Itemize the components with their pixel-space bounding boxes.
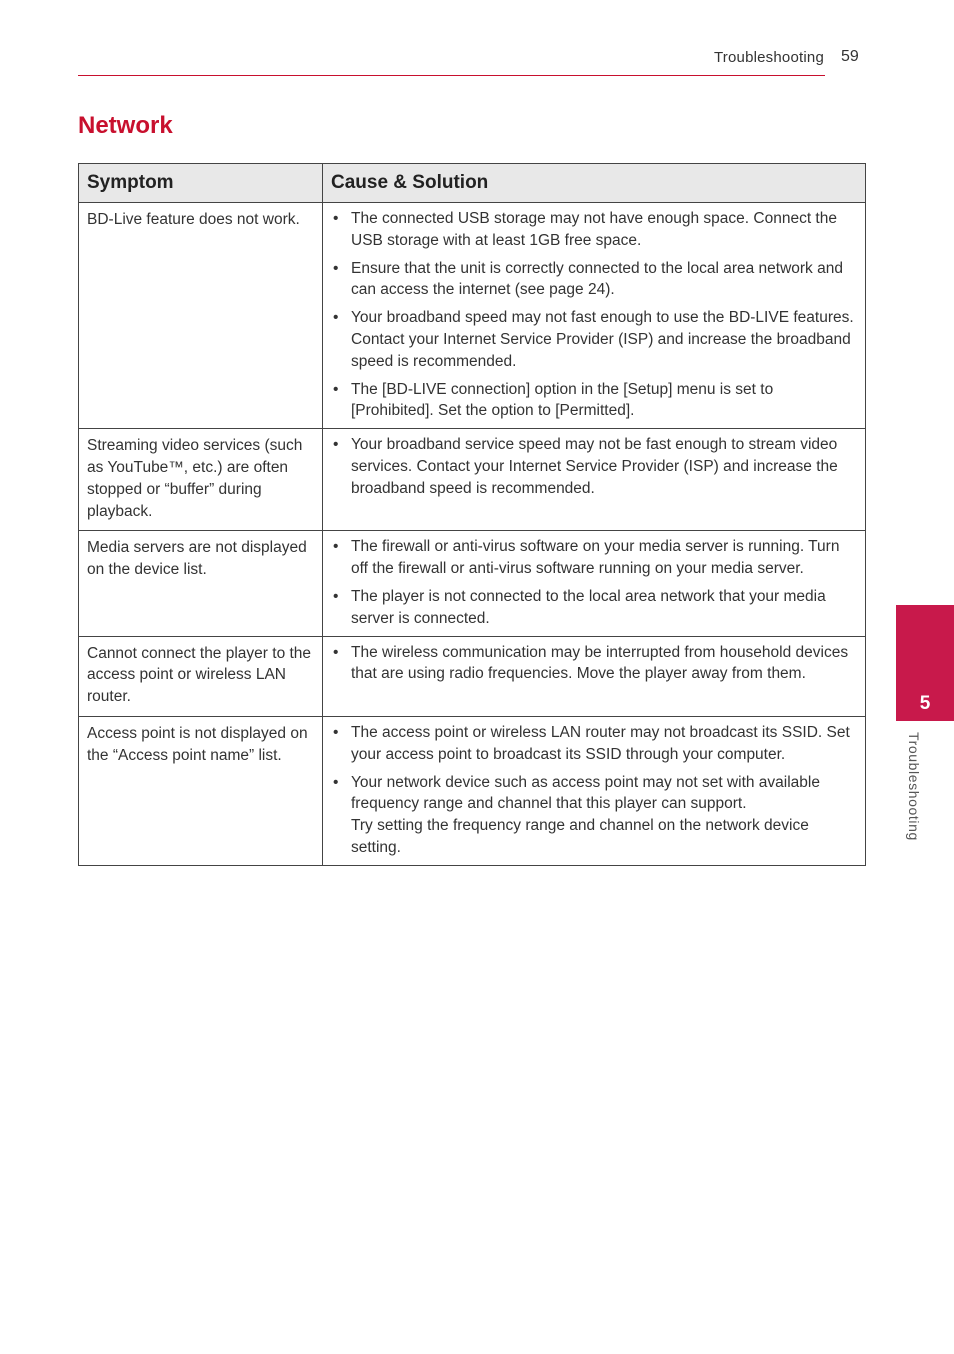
bullet-icon: • xyxy=(333,436,339,454)
table-row xyxy=(79,531,866,636)
table-row xyxy=(79,429,866,531)
symptom-cell: Streaming video services (such as YouTube™, etc.) are often stopped or “buffer” during playback. xyxy=(79,429,323,531)
solution-text: The [BD-LIVE connection] option in the [Setup] menu is set to [Prohibited]. Set the option to [Permitted]. xyxy=(351,380,774,420)
table-header-row xyxy=(79,164,866,203)
solution-list xyxy=(331,208,857,422)
solution-text: Ensure that the unit is correctly connected to the local area network and can access the internet (see page 24). xyxy=(351,259,843,299)
bullet-icon: • xyxy=(333,723,339,741)
chapter-tab xyxy=(896,605,954,721)
solution-list xyxy=(331,642,857,686)
solution-text: The wireless communication may be interrupted from household devices that are using radio frequencies. Move the player away from them. xyxy=(351,643,849,683)
column-header-symptom: Symptom xyxy=(79,164,323,203)
bullet-icon: • xyxy=(333,309,339,327)
symptom-cell: Cannot connect the player to the access point or wireless LAN router. xyxy=(79,636,323,716)
symptom-cell: BD-Live feature does not work. xyxy=(79,203,323,429)
bullet-icon: • xyxy=(333,587,339,605)
solution-item xyxy=(331,642,857,686)
troubleshooting-table xyxy=(78,163,866,866)
solution-item xyxy=(331,307,857,372)
cause-cell xyxy=(323,429,866,531)
solution-item xyxy=(331,379,857,423)
table-row xyxy=(79,716,866,865)
solution-item xyxy=(331,258,857,302)
bullet-icon: • xyxy=(333,380,339,398)
solution-item xyxy=(331,434,857,499)
cause-cell xyxy=(323,636,866,716)
solution-text: Your broadband speed may not fast enough to use the BD-LIVE features. Contact your Internet Service Provider (ISP) and increase the broadband speed is recommended. xyxy=(351,309,854,370)
header-rule xyxy=(78,75,825,76)
page-number: 59 xyxy=(841,48,859,65)
cause-cell xyxy=(323,531,866,636)
column-header-cause: Cause & Solution xyxy=(323,164,866,203)
solution-item xyxy=(331,586,857,630)
solution-item xyxy=(331,722,857,766)
bullet-icon: • xyxy=(333,643,339,661)
chapter-number: 5 xyxy=(919,693,931,714)
running-header-section: Troubleshooting xyxy=(713,49,824,66)
solution-text: The access point or wireless LAN router may not broadcast its SSID. Set your access point to broadcast its SSID through your computer. xyxy=(351,723,850,763)
cause-cell xyxy=(323,716,866,865)
solution-list xyxy=(331,434,857,499)
chapter-label: Troubleshooting xyxy=(906,732,922,841)
solution-text: The player is not connected to the local area network that your media server is connected. xyxy=(351,587,826,627)
bullet-icon: • xyxy=(333,210,339,227)
bullet-icon: • xyxy=(333,773,339,791)
solution-text: The firewall or anti-virus software on your media server is running. Turn off the firewall or anti-virus software running on your media server. xyxy=(351,538,840,578)
solution-text: Your network device such as access point may not set with available frequency range and channel that this player can support. Try setting the frequency range and channel on the network device setting. xyxy=(351,773,820,856)
solution-item xyxy=(331,208,857,252)
symptom-cell: Access point is not displayed on the “Access point name” list. xyxy=(79,716,323,865)
solution-item xyxy=(331,536,857,580)
solution-list xyxy=(331,722,857,859)
solution-text: Your broadband service speed may not be fast enough to stream video services. Contact your Internet Service Provider (ISP) and increase the broadband speed is recommended. xyxy=(351,436,838,497)
bullet-icon: • xyxy=(333,538,339,556)
solution-list xyxy=(331,536,857,629)
page-title: Network xyxy=(78,112,173,139)
table-row xyxy=(79,636,866,716)
cause-cell xyxy=(323,203,866,429)
solution-item xyxy=(331,772,857,859)
solution-text: The connected USB storage may not have enough space. Connect the USB storage with at least 1GB free space. xyxy=(351,210,837,249)
bullet-icon: • xyxy=(333,259,339,277)
symptom-cell: Media servers are not displayed on the device list. xyxy=(79,531,323,636)
table-row xyxy=(79,203,866,429)
